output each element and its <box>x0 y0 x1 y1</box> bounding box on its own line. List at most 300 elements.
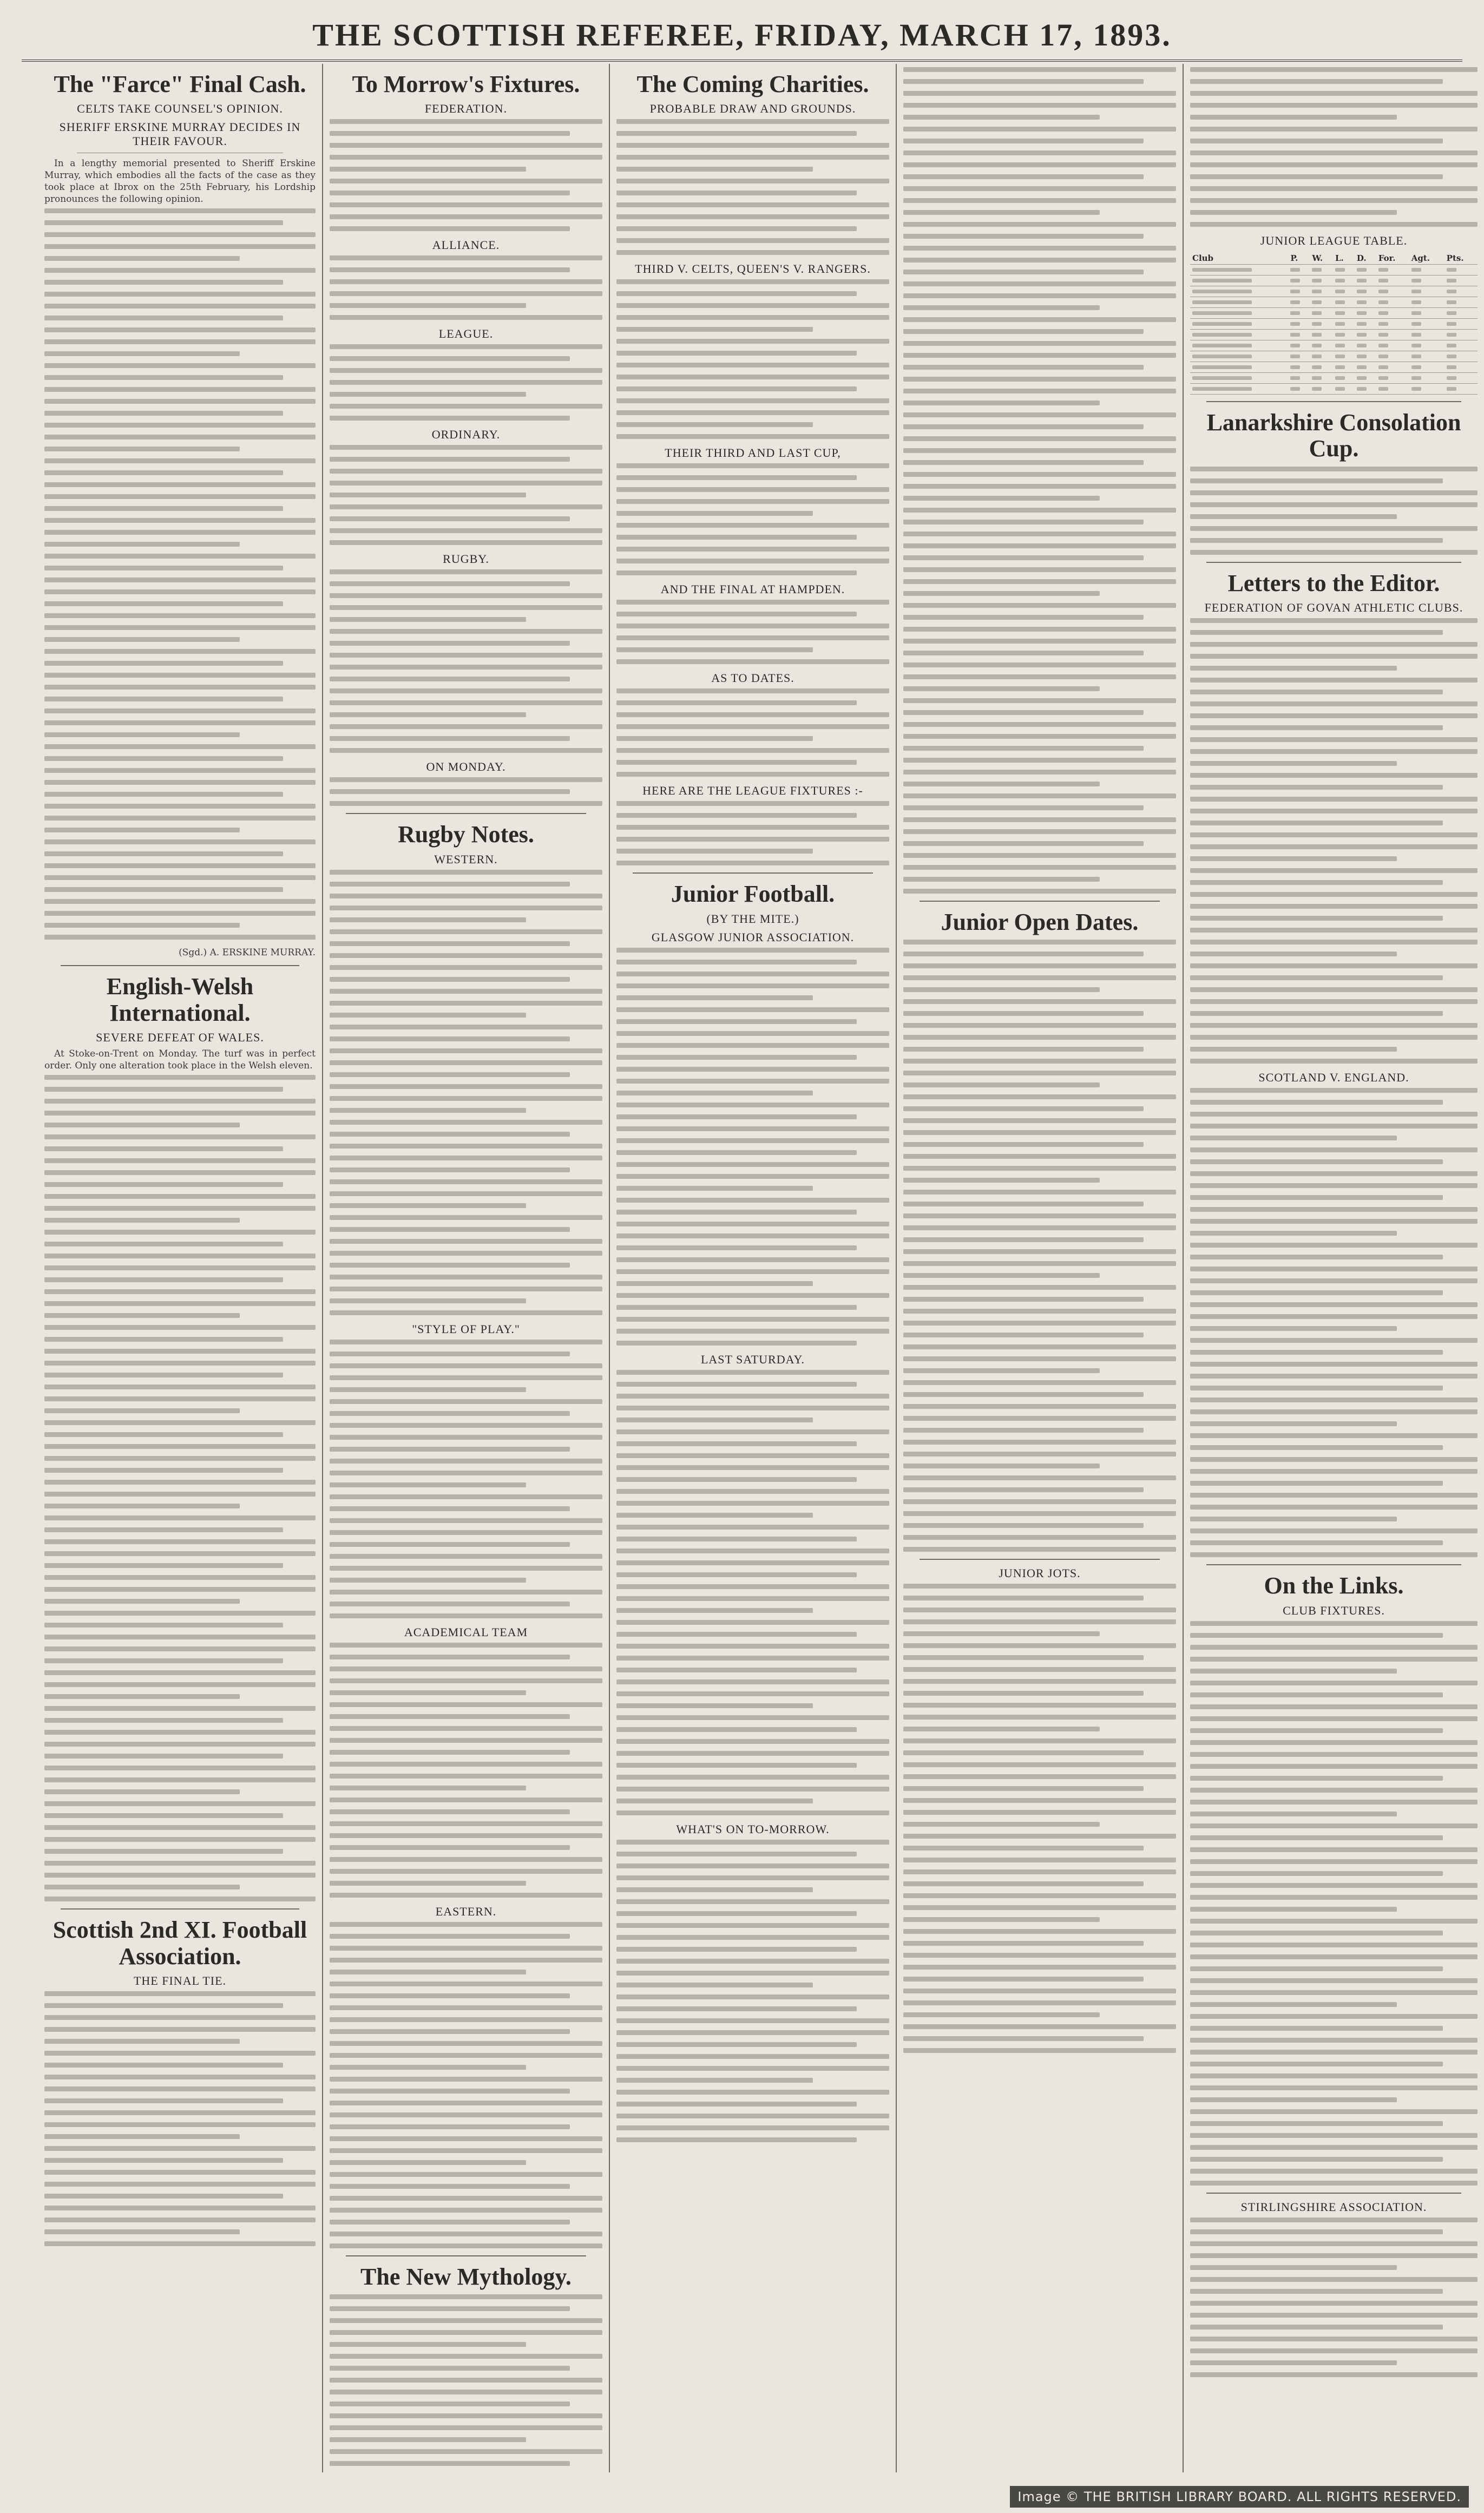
text-line <box>616 1067 889 1072</box>
text-line <box>44 435 316 439</box>
text-line <box>616 1210 857 1215</box>
table-cell <box>1355 340 1376 351</box>
text-line <box>330 2089 570 2094</box>
text-line <box>44 1492 316 1497</box>
text-line <box>330 1643 602 1648</box>
text-line <box>903 627 1176 632</box>
table-row <box>1190 275 1478 286</box>
text-line <box>1190 1540 1443 1545</box>
text-line <box>1190 174 1443 179</box>
text-line <box>903 412 1176 417</box>
text-line <box>1190 1386 1443 1390</box>
text-line <box>903 1261 1176 1266</box>
text-line <box>1190 1633 1443 1638</box>
text-line <box>330 1714 570 1719</box>
text-line <box>903 1703 1176 1708</box>
text-line <box>44 2027 316 2032</box>
divider <box>920 1559 1160 1560</box>
text-line <box>616 1406 889 1410</box>
text-line <box>1190 1421 1397 1426</box>
text-line <box>1290 268 1300 272</box>
text-line <box>1190 749 1478 754</box>
text-line <box>330 1351 570 1356</box>
text-line <box>330 724 602 729</box>
text-line <box>330 2112 602 2117</box>
text-line <box>616 1501 889 1506</box>
text-line <box>616 635 889 640</box>
text-line <box>1190 1681 1478 1685</box>
text-line <box>44 732 240 737</box>
text-line <box>1378 333 1388 337</box>
text-line <box>330 2136 602 2141</box>
table-header-cell: Pts. <box>1444 252 1478 265</box>
text-line <box>44 1134 316 1139</box>
text-line <box>330 255 602 260</box>
text-line <box>330 167 526 172</box>
text-line <box>1312 300 1322 304</box>
text-line <box>330 1934 570 1939</box>
text-line <box>903 889 1176 894</box>
text-line <box>330 1191 602 1196</box>
table-cell <box>1409 340 1444 351</box>
text-line <box>330 882 570 887</box>
text-line <box>616 351 857 356</box>
text-line <box>44 768 316 773</box>
text-line <box>330 1298 526 1303</box>
text-line <box>44 1873 316 1878</box>
text-line <box>903 1596 1144 1600</box>
text-line <box>1190 1255 1443 1259</box>
table-cell <box>1333 330 1355 340</box>
text-line <box>44 2170 316 2175</box>
text-line <box>44 2146 316 2151</box>
masthead <box>22 10 1462 62</box>
text-line <box>1312 333 1322 337</box>
text-line <box>616 1114 857 1119</box>
text-line <box>903 1464 1100 1468</box>
text-line <box>1335 300 1345 304</box>
divider <box>920 901 1160 902</box>
text-line <box>330 1993 570 1998</box>
table-cell <box>1288 340 1310 351</box>
text-line <box>903 2012 1100 2017</box>
text-line <box>1190 550 1478 555</box>
text-line <box>330 1239 602 1244</box>
text-line <box>616 1596 889 1601</box>
text-line <box>330 1981 602 1986</box>
table-cell <box>1333 275 1355 286</box>
table-cell <box>1376 308 1409 319</box>
text-line <box>903 293 1176 298</box>
text-line <box>1378 376 1388 380</box>
text-line <box>330 2232 602 2236</box>
text-line <box>44 2194 283 2199</box>
text-line <box>1190 502 1478 507</box>
text-line <box>903 377 1176 382</box>
text-line <box>44 2122 316 2127</box>
text-line <box>44 1111 316 1116</box>
table-cell <box>1376 384 1409 395</box>
text-line <box>903 1202 1144 1206</box>
text-line <box>616 1257 889 1262</box>
text-line <box>44 1456 316 1461</box>
table-row <box>1190 319 1478 330</box>
text-line <box>330 653 602 658</box>
text-line <box>44 1897 316 1901</box>
text-line <box>903 484 1176 489</box>
divider <box>1206 401 1461 402</box>
text-line <box>1411 322 1421 326</box>
text-line <box>616 960 857 964</box>
headline-junior-open-dates: Junior Open Dates. <box>941 909 1139 935</box>
text-line <box>44 1206 316 1211</box>
text-line <box>1378 300 1388 304</box>
text-line <box>330 2449 602 2454</box>
fixture-list <box>330 569 602 753</box>
table-cell <box>1288 286 1310 297</box>
text-line <box>1190 1195 1443 1200</box>
text-line <box>903 1881 1144 1886</box>
text-line <box>1190 1409 1478 1414</box>
text-line <box>903 1225 1176 1230</box>
text-line <box>616 547 889 552</box>
text-line <box>1447 365 1456 369</box>
text-line <box>1190 2121 1443 2126</box>
text-line <box>1312 376 1322 380</box>
text-line <box>330 1554 602 1559</box>
text-line <box>1378 387 1388 391</box>
text-line <box>330 2101 602 2105</box>
text-line <box>903 210 1100 215</box>
text-line <box>903 1475 1176 1480</box>
subhead-junior-league-table: JUNIOR LEAGUE TABLE. <box>1260 234 1408 247</box>
text-line <box>1447 376 1456 380</box>
text-line <box>44 470 283 475</box>
text-line <box>1357 376 1367 380</box>
table-cell <box>1409 351 1444 362</box>
text-line <box>903 496 1100 501</box>
text-line <box>1190 701 1478 706</box>
text-line <box>903 1750 1144 1755</box>
text-line <box>330 119 602 124</box>
table-cell <box>1355 362 1376 373</box>
text-line <box>1190 2348 1478 2353</box>
text-line <box>903 793 1176 798</box>
table-cell <box>1333 384 1355 395</box>
text-line <box>1190 1835 1443 1840</box>
text-line <box>903 770 1176 775</box>
text-line <box>1190 1669 1397 1674</box>
text-line <box>616 624 889 628</box>
text-line <box>616 1245 857 1250</box>
text-line <box>330 1542 570 1547</box>
text-line <box>903 1142 1144 1147</box>
text-line <box>616 748 889 753</box>
text-line <box>44 1658 283 1663</box>
text-line <box>44 1361 316 1366</box>
text-line <box>1312 322 1322 326</box>
text-line <box>1190 150 1478 155</box>
text-line <box>330 1072 570 1077</box>
text-line <box>1378 365 1388 369</box>
table-cell <box>1310 362 1333 373</box>
text-line <box>903 2048 1176 2053</box>
text-line <box>616 1031 889 1036</box>
table-cell <box>1310 308 1333 319</box>
text-line <box>1378 311 1388 315</box>
divider <box>346 2255 586 2256</box>
text-line <box>44 851 283 856</box>
text-line <box>1190 1457 1478 1462</box>
text-line <box>1411 268 1421 272</box>
text-line <box>1190 2241 1478 2246</box>
text-line <box>616 1852 857 1856</box>
text-line <box>44 1694 240 1699</box>
text-line <box>1190 1171 1478 1176</box>
text-line <box>903 543 1176 548</box>
text-line <box>330 2294 602 2299</box>
headline-rugby-notes: Rugby Notes. <box>398 821 534 848</box>
subhead-third-last-cup: THEIR THIRD AND LAST CUP, <box>665 446 841 460</box>
text-line <box>903 1356 1176 1361</box>
text-line <box>1335 311 1345 315</box>
text-block <box>1190 1088 1478 1557</box>
text-line <box>616 647 813 652</box>
table-cell <box>1355 297 1376 308</box>
text-line <box>1190 115 1397 120</box>
text-line <box>616 1477 857 1482</box>
text-block <box>330 1922 602 2248</box>
headline-lanarkshire-cup: Lanarkshire Consolation Cup. <box>1206 409 1461 462</box>
text-line <box>616 1840 889 1845</box>
table-row <box>1190 330 1478 340</box>
text-line <box>330 989 602 994</box>
fixture-list <box>330 119 602 231</box>
text-line <box>903 1178 1100 1183</box>
text-line <box>44 2015 316 2020</box>
text-line <box>44 2110 316 2115</box>
text-line <box>44 1408 240 1413</box>
text-line <box>616 1875 889 1880</box>
text-line <box>616 1959 889 1964</box>
text-line <box>1190 1035 1478 1040</box>
text-line <box>44 1444 316 1449</box>
headline-new-mythology: The New Mythology. <box>360 2263 572 2290</box>
text-line <box>330 2354 602 2359</box>
table-row <box>1190 265 1478 275</box>
text-line <box>44 1373 283 1377</box>
table-cell <box>1444 351 1478 362</box>
subhead-sheriff: SHERIFF ERSKINE MURRAY DECIDES IN THEIR FAVOUR. <box>59 120 301 148</box>
text-line <box>616 849 813 854</box>
table-cell <box>1333 297 1355 308</box>
text-line <box>44 1254 316 1258</box>
text-line <box>1190 127 1478 132</box>
text-line <box>44 363 316 368</box>
text-line <box>1192 355 1252 358</box>
text-line <box>903 1011 1144 1016</box>
text-line <box>903 2000 1176 2005</box>
text-line <box>616 1103 889 1107</box>
text-line <box>616 1887 813 1892</box>
text-line <box>44 1218 240 1223</box>
text-line <box>330 416 570 421</box>
text-line <box>1190 1728 1443 1733</box>
text-line <box>903 1368 1100 1373</box>
text-line <box>44 1706 316 1711</box>
text-line <box>330 1482 526 1487</box>
text-line <box>616 2054 889 2059</box>
text-block <box>1190 1764 1478 2186</box>
text-line <box>44 1182 283 1187</box>
subhead-whats-on: WHAT'S ON TO-MORROW. <box>676 1822 830 1836</box>
text-line <box>44 923 240 928</box>
text-line <box>1190 987 1478 992</box>
table-cell <box>1355 384 1376 395</box>
text-line <box>330 1025 602 1029</box>
headline-on-the-links: On the Links. <box>1264 1572 1404 1599</box>
text-line <box>616 600 889 605</box>
text-line <box>903 651 1144 655</box>
table-cell <box>1355 275 1376 286</box>
text-line <box>616 226 857 231</box>
text-line <box>1190 1505 1478 1510</box>
text-line <box>1190 2097 1397 2102</box>
text-line <box>330 953 602 958</box>
text-line <box>616 422 813 427</box>
text-line <box>1190 892 1478 897</box>
text-line <box>330 1423 602 1428</box>
text-line <box>903 162 1176 167</box>
table-header-cell: For. <box>1376 252 1409 265</box>
text-line <box>616 813 857 818</box>
fixture-list <box>616 801 889 865</box>
subhead-rugby: RUGBY. <box>443 552 489 566</box>
poem-block <box>330 2294 602 2472</box>
text-line <box>1190 1047 1397 1052</box>
text-line <box>44 661 283 666</box>
text-line <box>903 305 1100 310</box>
text-line <box>903 615 1144 620</box>
text-line <box>44 1146 283 1151</box>
text-line <box>903 1237 1144 1242</box>
text-line <box>903 1404 1176 1409</box>
divider <box>61 1908 299 1910</box>
subhead-final-tie: THE FINAL TIE. <box>133 1973 227 1987</box>
text-line <box>330 605 602 610</box>
text-line <box>903 805 1144 810</box>
text-line <box>903 1035 1176 1040</box>
divider <box>346 813 586 814</box>
text-line <box>903 710 1144 715</box>
text-line <box>1190 2002 1397 2007</box>
table-cell <box>1444 275 1478 286</box>
text-block <box>616 948 889 1346</box>
text-line <box>616 131 857 136</box>
text-line <box>1290 300 1300 304</box>
text-line <box>903 1547 1176 1552</box>
text-line <box>616 1162 889 1167</box>
table-cell <box>1288 351 1310 362</box>
fixture-list <box>1190 1621 1478 1757</box>
text-line <box>616 1394 889 1399</box>
text-line <box>903 2024 1176 2029</box>
text-line <box>903 734 1176 739</box>
text-line <box>1190 1812 1397 1816</box>
text-line <box>44 1789 240 1794</box>
table-cell <box>1376 340 1409 351</box>
subhead-govan-federation: FEDERATION OF GOVAN ATHLETIC CLUBS. <box>1204 601 1463 615</box>
text-line <box>1290 365 1300 369</box>
text-line <box>1335 333 1345 337</box>
article-paragraph: At Stoke-on-Trent on Monday. The turf was in perfect order. Only one alteration took place in the Welsh eleven. <box>44 1048 316 1072</box>
text-line <box>330 2402 570 2406</box>
text-line <box>616 612 857 616</box>
text-line <box>330 214 602 219</box>
text-line <box>1190 1883 1478 1888</box>
table-cell <box>1190 286 1288 297</box>
headline-junior-football: Junior Football. <box>671 881 835 908</box>
table-cell <box>1310 340 1333 351</box>
text-line <box>1190 618 1478 623</box>
text-line <box>1190 2062 1443 2066</box>
text-line <box>330 1702 602 1707</box>
text-line <box>903 270 1144 274</box>
text-line <box>330 179 602 183</box>
text-line <box>616 487 889 492</box>
text-line <box>903 1023 1176 1028</box>
text-line <box>330 469 602 474</box>
text-line <box>1312 344 1322 347</box>
text-line <box>330 131 570 136</box>
text-line <box>903 532 1176 536</box>
text-line <box>44 316 283 320</box>
text-line <box>1190 856 1397 861</box>
text-line <box>1411 333 1421 337</box>
text-line <box>330 1506 570 1511</box>
table-cell <box>1376 330 1409 340</box>
text-line <box>330 2318 602 2323</box>
text-line <box>1190 538 1443 543</box>
text-line <box>44 1170 316 1175</box>
text-line <box>330 2342 526 2347</box>
text-line <box>330 736 570 741</box>
text-line <box>903 281 1176 286</box>
text-line <box>903 1822 1100 1827</box>
text-line <box>1190 773 1478 778</box>
subhead-final-hampden: AND THE FINAL AT HAMPDEN. <box>660 582 845 596</box>
text-line <box>44 1158 316 1163</box>
text-line <box>44 1099 316 1104</box>
text-block <box>616 600 889 664</box>
text-line <box>616 214 889 219</box>
text-line <box>616 1620 889 1625</box>
text-line <box>330 1946 602 1951</box>
text-line <box>44 2182 316 2187</box>
text-line <box>1357 279 1367 283</box>
text-line <box>616 191 857 195</box>
text-block <box>616 688 889 777</box>
text-line <box>616 327 813 332</box>
text-line <box>330 404 602 409</box>
text-line <box>1411 344 1421 347</box>
text-line <box>330 303 526 308</box>
text-line <box>1190 713 1478 718</box>
text-line <box>903 1905 1176 1910</box>
text-line <box>616 1126 889 1131</box>
text-line <box>616 1269 889 1274</box>
text-line <box>1190 797 1478 802</box>
